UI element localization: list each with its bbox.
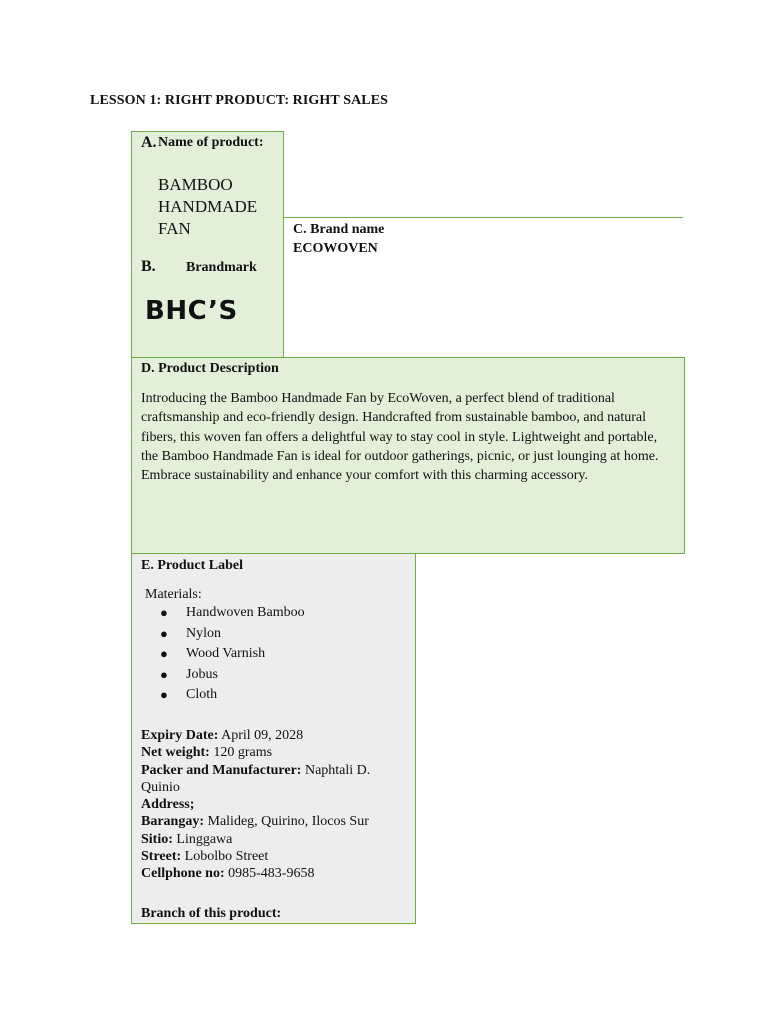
barangay-label: Barangay: [141,814,204,830]
expiry-label: Expiry Date: [141,728,219,743]
list-item [160,603,305,624]
product-name-line: HANDMADE [158,197,258,216]
material-name: Nylon [186,625,221,641]
packer-label: Packer and Manufacturer: [141,762,302,778]
material-name: Handwoven Bamboo [186,605,305,620]
cellphone-row [141,865,411,882]
barangay-value: Malideg, Quirino, Ilocos Sur [207,814,369,830]
list-item [160,665,305,686]
material-name: Jobus [186,666,218,682]
brand-name-divider [284,217,683,218]
section-a-label: Name of product: [158,135,264,150]
net-weight-label: Net weight: [141,745,210,761]
materials-label: Materials: [145,587,202,602]
product-label-info [141,727,411,883]
barangay-row [141,813,411,830]
cellphone-label: Cellphone no: [141,866,225,882]
address-label: Address; [141,797,195,813]
branch-label: Branch of this product: [141,906,282,921]
cellphone-value: 0985-483-9658 [228,866,315,882]
net-weight-row [141,744,411,761]
section-d-label: D. Product Description [141,361,279,376]
bullet-icon: ● [160,687,168,702]
street-label: Street: [141,849,182,865]
material-name: Cloth [186,687,218,702]
list-item [160,685,305,706]
material-name: Wood Varnish [186,646,266,661]
net-weight-value: 120 grams [213,745,273,761]
street-row [141,848,411,865]
brandmark: BHC’S [145,296,238,326]
section-b-label: Brandmark [186,260,257,275]
sitio-label: Sitio: [141,831,173,847]
list-item [160,644,305,665]
bullet-icon: ● [160,625,168,641]
product-name-line: FAN [158,219,191,238]
lesson-title: LESSON 1: RIGHT PRODUCT: RIGHT SALES [90,93,389,108]
street-value: Lobolbo Street [184,849,269,865]
bullet-icon: ● [160,646,168,661]
packer-row [141,762,411,797]
sitio-value: Linggawa [176,831,233,847]
section-b-letter: B. [141,258,156,275]
bullet-icon: ● [160,666,168,682]
section-c-label: C. Brand name [293,222,385,237]
list-item [160,624,305,645]
section-a-letter: A. [141,134,157,151]
product-name [158,174,257,240]
section-e-label: E. Product Label [141,558,244,573]
brand-name: ECOWOVEN [293,241,378,256]
expiry-row [141,727,411,744]
expiry-value: April 09, 2028 [221,728,304,743]
materials-list [160,603,305,706]
bullet-icon: ● [160,605,168,620]
sitio-row [141,831,411,848]
product-description: Introducing the Bamboo Handmade Fan by EcoWoven, a perfect blend of traditional craftsmanship and eco-friendly design. Handcrafted from sustainable bamboo, and natural fibers, this woven fan offers a delightful way to stay cool in style. Lightweight and portable, the Bamboo Handmade Fan is ideal for outdoor gatherings, picnic, or just lounging at home. Embrace sustainability and enhance your comfort with this charming accessory. [141,391,659,484]
packer-value: Naphtali D. Quinio [141,762,371,795]
product-name-line: BAMBOO [158,175,233,194]
